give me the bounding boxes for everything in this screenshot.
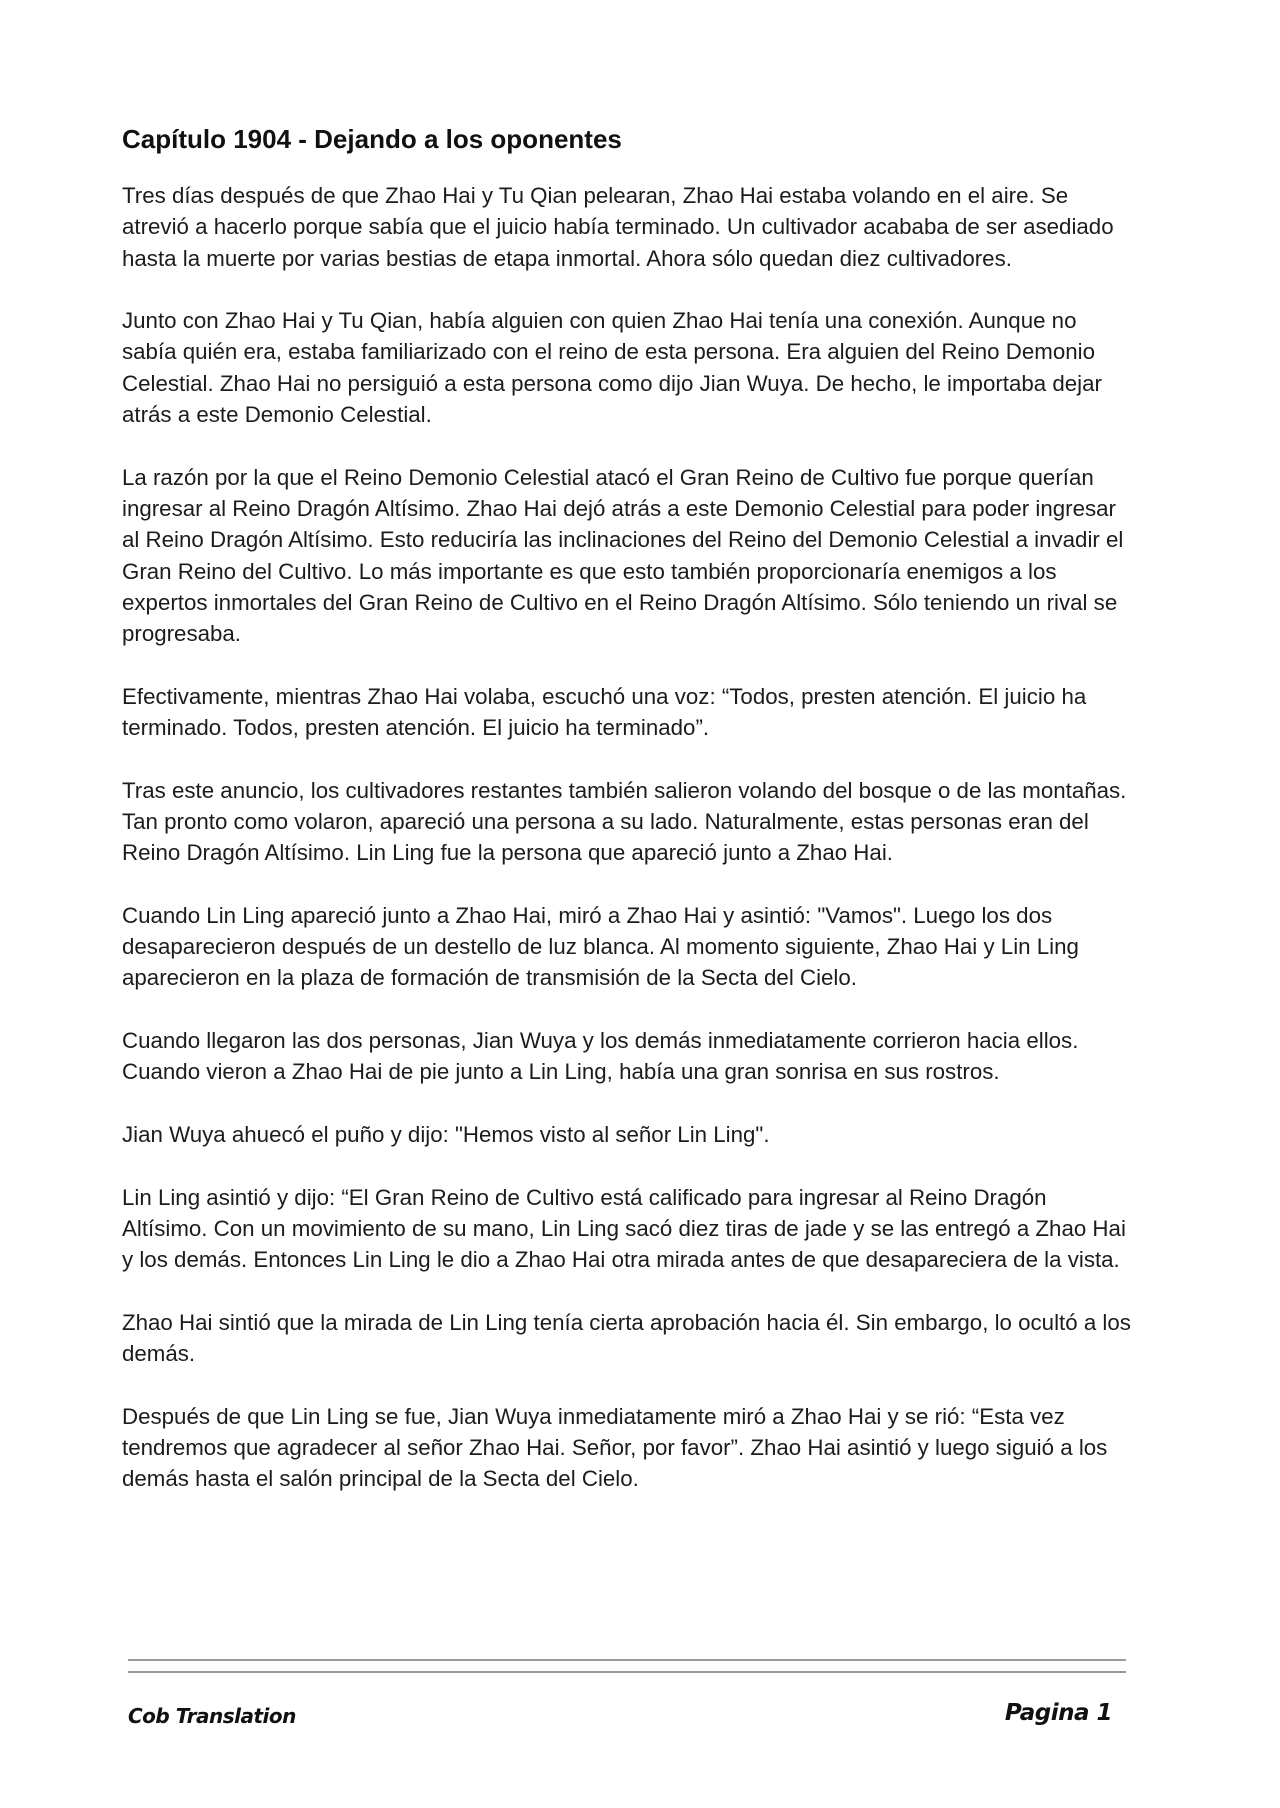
- paragraph-1: Tres días después de que Zhao Hai y Tu Qian pelearan, Zhao Hai estaba volando en el aire. Se atrevió a hacerlo porque sabía que el juicio había terminado. Un cultivador acababa de ser asediado hasta la muerte por varias bestias de etapa inmortal. Ahora sólo quedan diez cultivadores.: [122, 183, 1114, 271]
- paragraph-7: Cuando llegaron las dos personas, Jian Wuya y los demás inmediatamente corrieron hacia ellos. Cuando vieron a Zhao Hai de pie junto a Lin Ling, había una gran sonrisa en sus rostros.: [122, 1028, 1079, 1085]
- paragraph-8: Jian Wuya ahuecó el puño y dijo: "Hemos visto al señor Lin Ling".: [122, 1121, 770, 1147]
- document-body: [122, 122, 1132, 1526]
- paragraph-11: Después de que Lin Ling se fue, Jian Wuya inmediatamente miró a Zhao Hai y se rió: “Esta vez tendremos que agradecer al señor Zhao Hai. Señor, por favor”. Zhao Hai asintió y luego siguió a los demás hasta el salón principal de la Secta del Cielo.: [122, 1403, 1108, 1492]
- footer-page-number: Pagina 1: [1004, 1700, 1112, 1726]
- footer-translator-credit: Cob Translation: [128, 1704, 296, 1728]
- paragraph-5: Tras este anuncio, los cultivadores restantes también salieron volando del bosque o de las montañas. Tan pronto como volaron, apareció una persona a su lado. Naturalmente, estas personas eran del Reino Dragón Altísimo. Lin Ling fue la persona que apareció junto a Zhao Hai.: [122, 777, 1127, 866]
- paragraph-4: Efectivamente, mientras Zhao Hai volaba, escuchó una voz: “Todos, presten atención. El juicio ha terminado. Todos, presten atención. El juicio ha terminado”.: [122, 683, 1087, 741]
- chapter-title: Capítulo 1904 - Dejando a los oponentes: [122, 124, 622, 154]
- paragraph-10: Zhao Hai sintió que la mirada de Lin Ling tenía cierta aprobación hacia él. Sin embargo, lo ocultó a los demás.: [122, 1309, 1131, 1366]
- paragraph-9: Lin Ling asintió y dijo: “El Gran Reino de Cultivo está calificado para ingresar al Reino Dragón Altísimo. Con un movimiento de su mano, Lin Ling sacó diez tiras de jade y se las entregó a Zhao Hai y los demás. Entonces Lin Ling le dio a Zhao Hai otra mirada antes de que desapareciera de la vista.: [122, 1184, 1126, 1273]
- footer-divider-top: [128, 1659, 1126, 1661]
- paragraph-2: Junto con Zhao Hai y Tu Qian, había alguien con quien Zhao Hai tenía una conexión. Aunque no sabía quién era, estaba familiarizado con el reino de esta persona. Era alguien del Reino Demonio Celestial. Zhao Hai no persiguió a esta persona como dijo Jian Wuya. De hecho, le importaba dejar atrás a este Demonio Celestial.: [122, 308, 1102, 428]
- paragraph-3: La razón por la que el Reino Demonio Celestial atacó el Gran Reino de Cultivo fue porque querían ingresar al Reino Dragón Altísimo. Zhao Hai dejó atrás a este Demonio Celestial para poder ingresar al Reino Dragón Altísimo. Esto reduciría las inclinaciones del Reino del Demonio Celestial a invadir el Gran Reino del Cultivo. Lo más importante es que esto también proporcionaría enemigos a los expertos inmortales del Gran Reino de Cultivo en el Reino Dragón Altísimo. Sólo teniendo un rival se progresaba.: [122, 464, 1124, 647]
- paragraph-6: Cuando Lin Ling apareció junto a Zhao Hai, miró a Zhao Hai y asintió: "Vamos". Luego los dos desaparecieron después de un destello de luz blanca. Al momento siguiente, Zhao Hai y Lin Ling aparecieron en la plaza de formación de transmisión de la Secta del Cielo.: [122, 902, 1079, 991]
- footer-divider-bottom: [128, 1671, 1126, 1673]
